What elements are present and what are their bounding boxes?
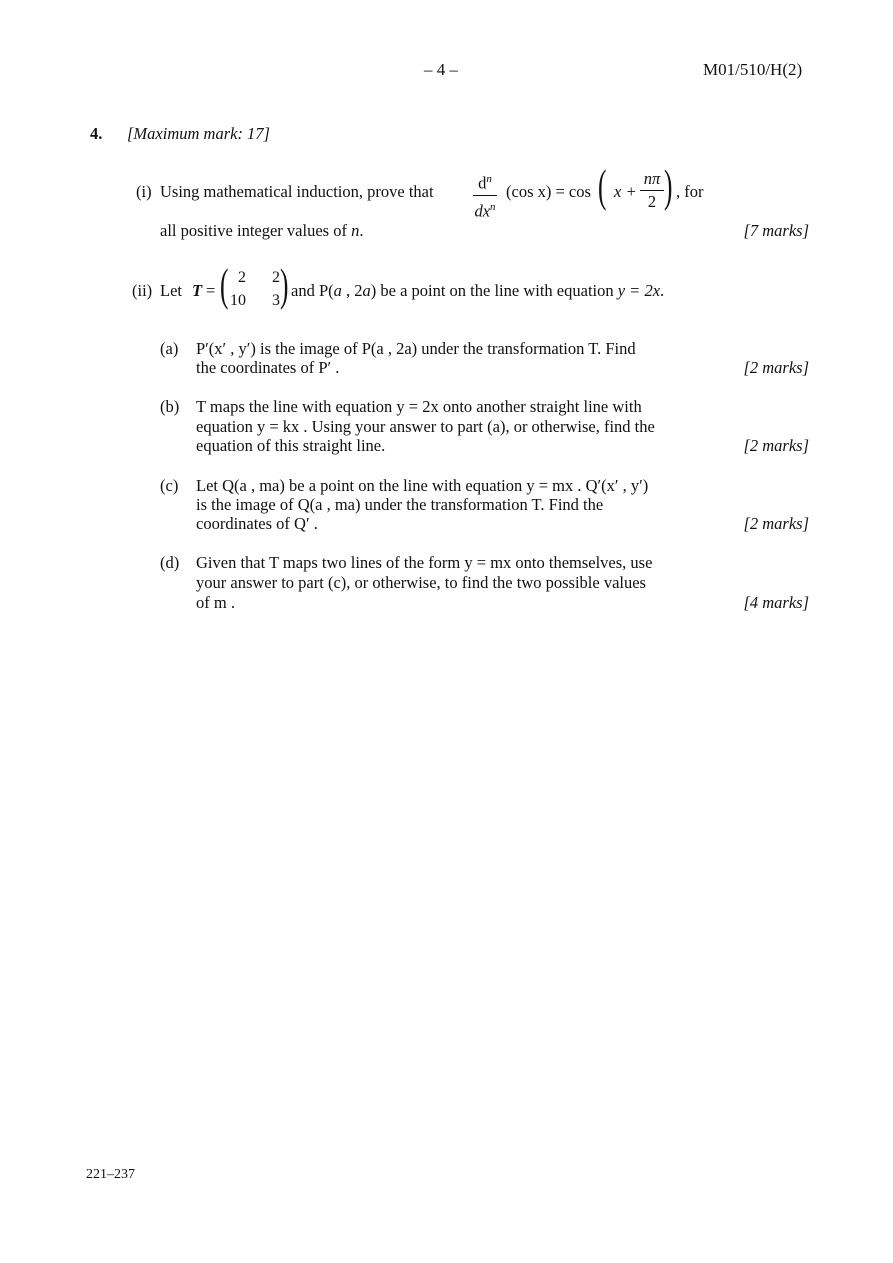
subpart-c-line2: is the image of Q(a , ma) under the transformation T. Find the [196,495,604,514]
matrix-entry-22: 3 [272,292,280,309]
derivative-fraction [473,170,497,220]
part-ii-a1: a [333,281,342,300]
subpart-b-line2: equation y = kx . Using your answer to part (a), or otherwise, find the [196,417,655,436]
subpart-d-line3: of m . [196,593,235,612]
maximum-mark: [Maximum mark: 17] [127,124,270,143]
matrix-left-paren: ( [220,259,229,310]
part-i-marks: [7 marks] [743,221,809,240]
subpart-d-line1: Given that T maps two lines of the form y = mx onto themselves, use [196,553,653,572]
subpart-b-line3: equation of this straight line. [196,436,386,455]
subpart-c-line3: coordinates of Q′ . [196,514,318,533]
footer-code: 221–237 [86,1167,135,1182]
d-numerator: d [478,173,487,193]
matrix-T-symbol: T [192,281,203,300]
page-number: – 4 – [424,60,458,79]
matrix-entry-21: 10 [230,292,246,309]
subpart-c-label: (c) [160,476,179,495]
part-ii-equation: y = 2x [617,281,661,300]
subpart-b-label: (b) [160,397,180,416]
part-ii-label: (ii) [132,281,153,300]
npi-numerator: nπ [643,169,661,188]
paper-code: M01/510/H(2) [703,60,803,79]
let-word: Let [160,281,182,300]
subpart-d-label: (d) [160,553,180,572]
subpart-c-marks: [2 marks] [743,514,809,533]
subpart-d-line2: your answer to part (c), or otherwise, to find the two possible values [196,573,646,592]
subpart-a-line1: P′(x′ , y′) is the image of P(a , 2a) under the transformation T. Find [196,339,636,358]
matrix-entry-11: 2 [238,269,246,286]
part-ii-text [291,281,664,301]
part-i-text-b: all positive integer values of [160,221,347,240]
cos-expression: (cos x) = cos [506,182,591,201]
n-superscript: n [486,173,492,185]
left-paren: ( [598,160,607,211]
right-paren: ) [664,160,673,211]
part-i-text: Using mathematical induction, prove that [160,182,434,201]
n-variable: n [351,221,360,240]
part-i-label: (i) [136,182,152,201]
part-ii-a2: a [362,281,371,300]
equals-sign: = [206,281,216,300]
part-ii-end: . [660,281,665,300]
subpart-b-marks: [2 marks] [743,436,809,455]
npi-denominator: 2 [647,192,657,211]
period: . [359,221,364,240]
subpart-b-line1: T maps the line with equation y = 2x onto another straight line with [196,397,642,416]
n-superscript-den: n [490,200,496,213]
d-denominator: dx [474,201,491,220]
subpart-c-line1: Let Q(a , ma) be a point on the line with equation y = mx . Q′(x′ , y′) [196,476,649,495]
part-ii-rest-c: ) be a point on the line with equation [370,281,614,300]
matrix-right-paren: ) [280,259,289,310]
subpart-a-label: (a) [160,339,179,358]
x-plus: x + [614,182,637,201]
part-i-text-line2 [160,221,363,241]
fraction-bar [473,195,497,196]
question-number: 4. [90,124,103,143]
part-ii-rest-b: , 2 [341,281,363,300]
npi-bar [640,190,664,191]
subpart-d-marks: [4 marks] [743,593,809,612]
subpart-a-line2: the coordinates of P′ . [196,358,340,377]
matrix-entry-12: 2 [272,269,280,286]
part-ii-rest-a: and P( [291,281,334,300]
subpart-a-marks: [2 marks] [743,358,809,377]
for-word: , for [676,182,704,201]
npi-fraction [640,170,664,211]
